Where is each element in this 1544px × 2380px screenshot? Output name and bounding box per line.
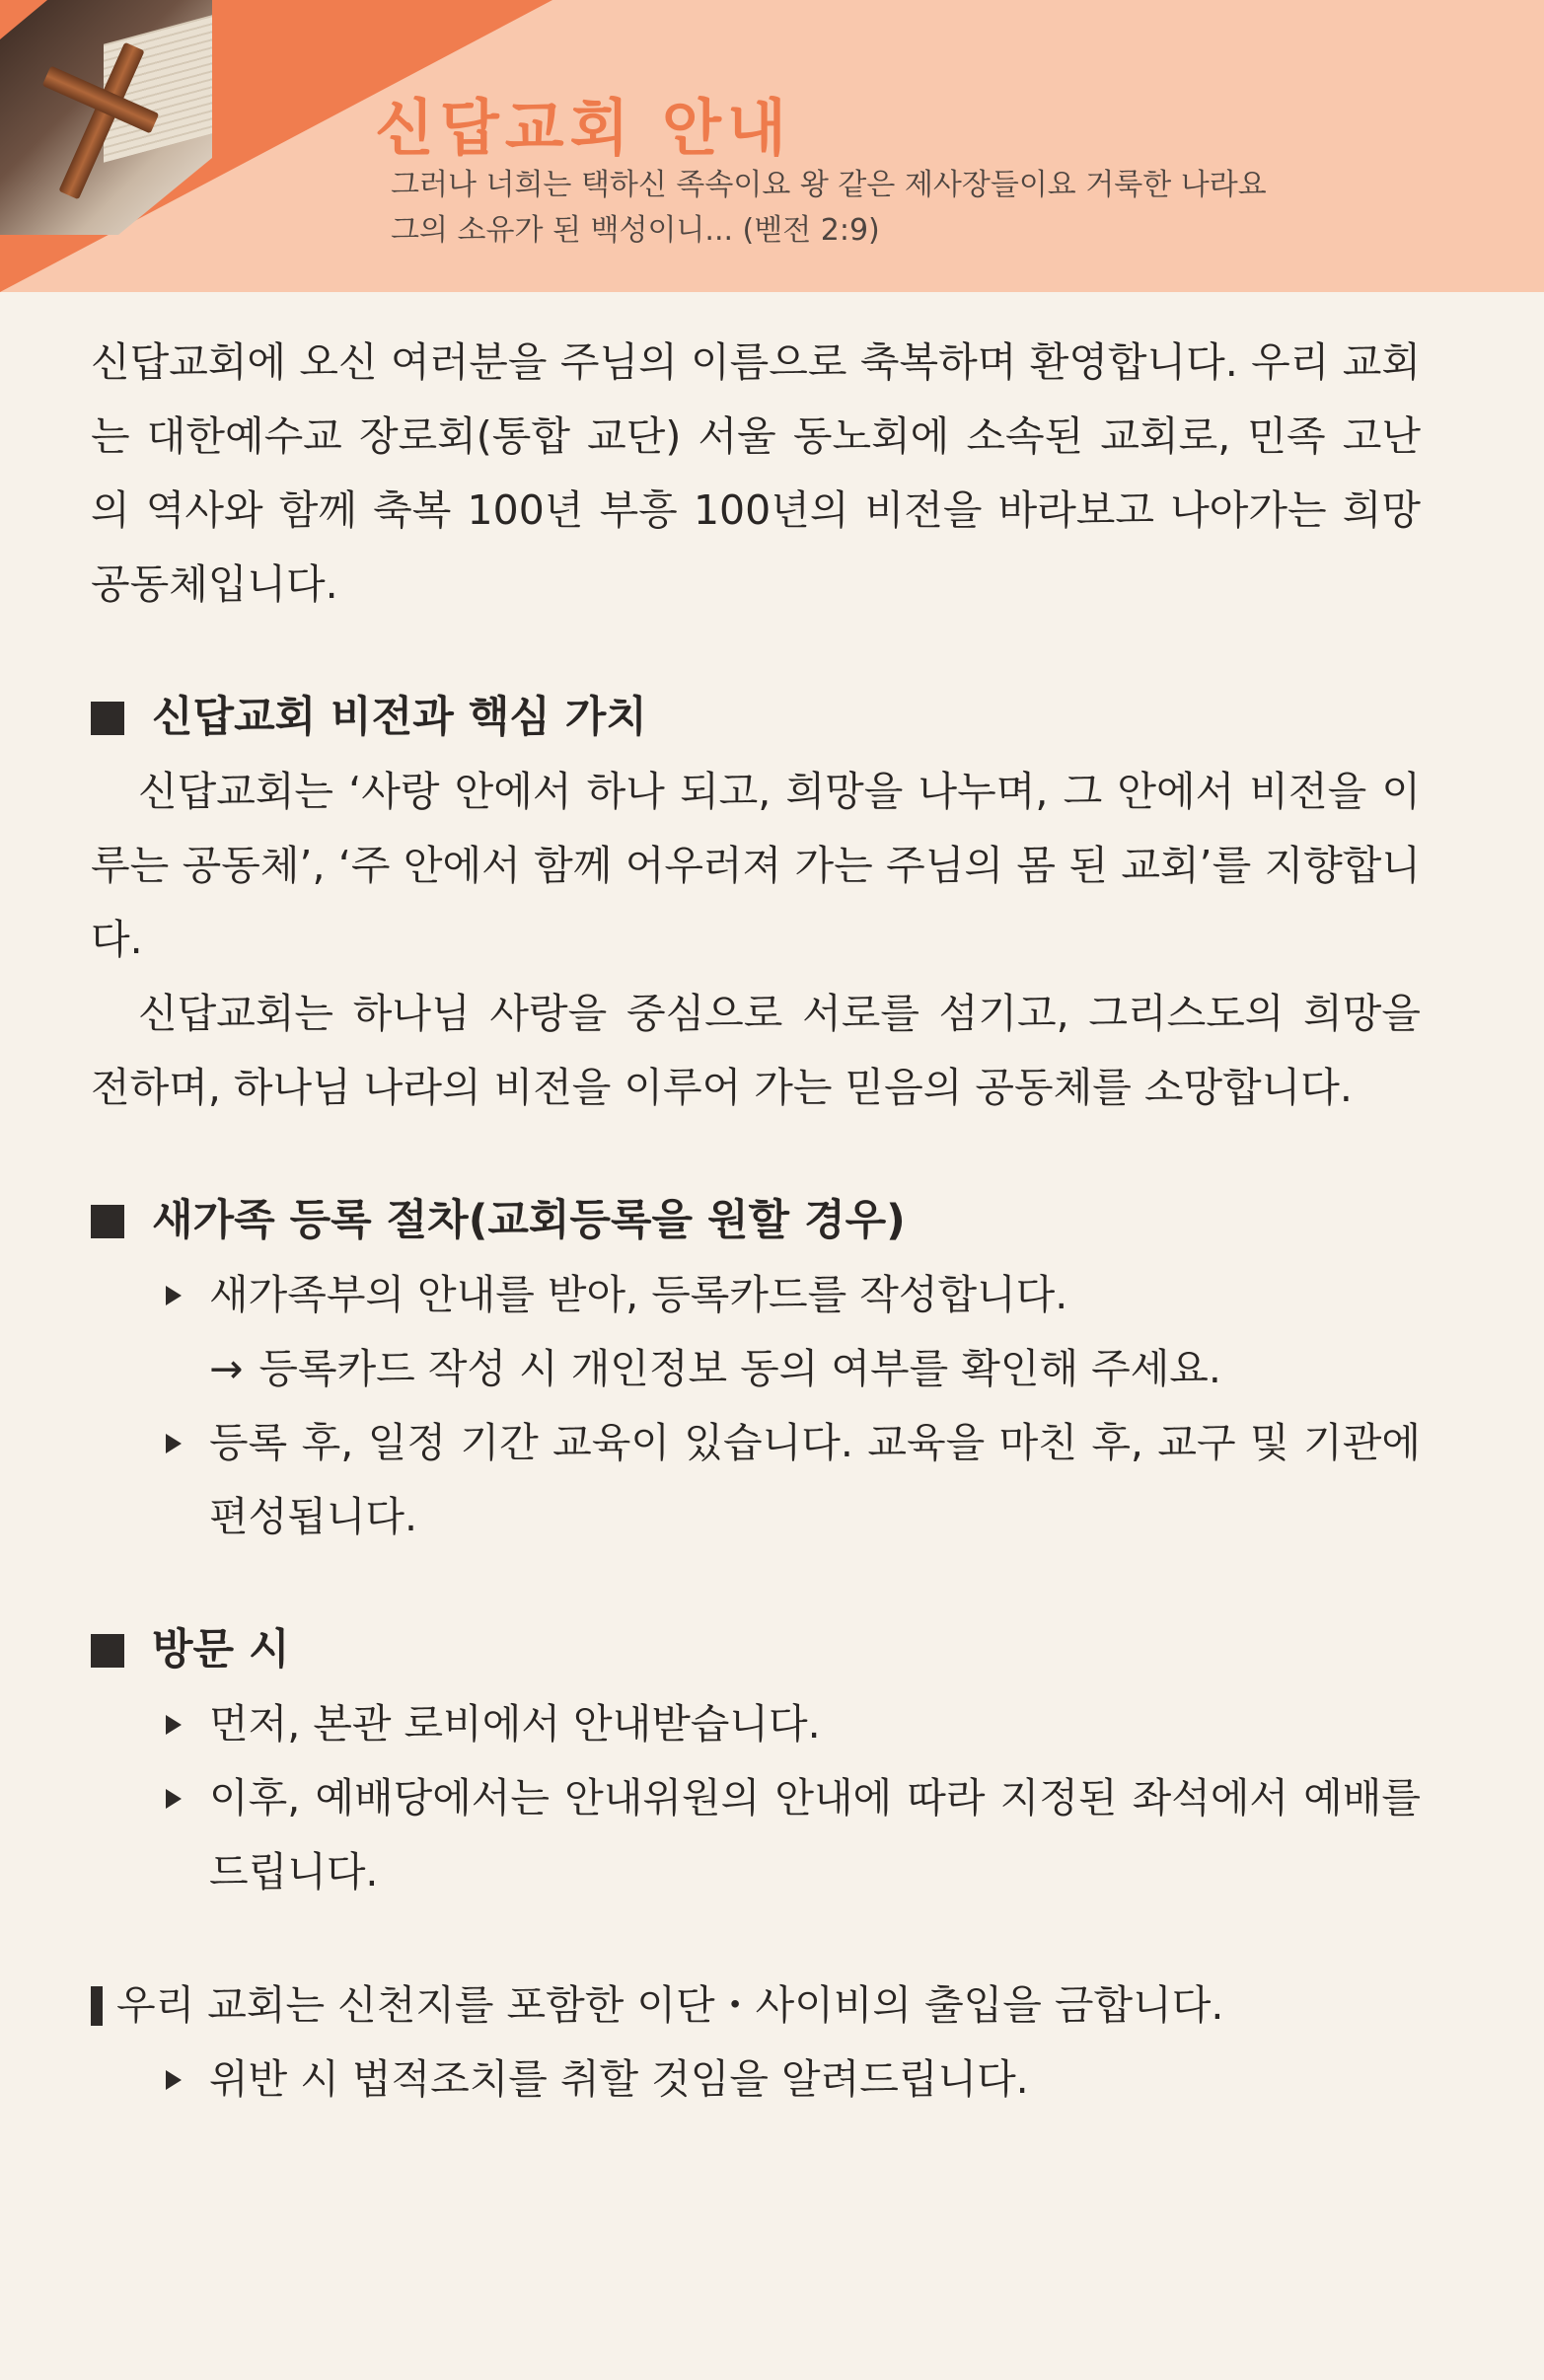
- list-item: 먼저, 본관 로비에서 안내받습니다.: [91, 1687, 1421, 1761]
- section-title: 방문 시: [152, 1625, 290, 1674]
- registration-note: → 등록카드 작성 시 개인정보 동의 여부를 확인해 주세요.: [209, 1345, 1221, 1392]
- bible-verse: [391, 163, 1476, 254]
- heresy-notice: [91, 1969, 1421, 2043]
- arrow-icon: →: [209, 1345, 244, 1392]
- square-bullet-icon: [91, 702, 124, 735]
- section-title: 새가족 등록 절차(교회등록을 원할 경우): [152, 1196, 906, 1245]
- main-content: [91, 326, 1421, 2117]
- square-bullet-icon: [91, 1634, 124, 1668]
- triangle-bullet-icon: [166, 1789, 182, 1809]
- triangle-bullet-icon: [166, 2070, 182, 2090]
- section-visit-heading: [91, 1613, 1421, 1687]
- section-vision-heading: [91, 681, 1421, 755]
- vision-paragraph-1: 신답교회는 ‘사랑 안에서 하나 되고, 희망을 나누며, 그 안에서 비전을 이루는 공동체’, ‘주 안에서 함께 어우러져 가는 주님의 몸 된 교회’를 지향합니다.: [91, 768, 1421, 963]
- triangle-bullet-icon: [166, 1715, 182, 1735]
- verse-line-2: 그의 소유가 된 백성이니... (벧전 2:9): [391, 213, 880, 248]
- square-bullet-icon: [91, 1205, 124, 1238]
- intro-paragraph: 신답교회에 오신 여러분을 주님의 이름으로 축복하며 환영합니다. 우리 교회는 대한예수교 장로회(통합 교단) 서울 동노회에 소속된 교회로, 민족 고난의 역사와 함께 축복 100년 부흥 100년의 비전을 바라보고 나아가는 희망 공동체입니다.: [91, 338, 1421, 608]
- notice-text: 우리 교회는 신천지를 포함한 이단・사이비의 출입을 금합니다.: [116, 1981, 1224, 2029]
- list-item: 등록 후, 일정 기간 교육이 있습니다. 교육을 마친 후, 교구 및 기관에 편성됩니다.: [91, 1406, 1421, 1554]
- list-item: 새가족부의 안내를 받아, 등록카드를 작성합니다.: [91, 1258, 1421, 1332]
- triangle-bullet-icon: [166, 1434, 182, 1453]
- page-title: 신답교회 안내: [375, 92, 792, 164]
- vision-paragraph-2: 신답교회는 하나님 사랑을 중심으로 서로를 섬기고, 그리스도의 희망을 전하며, 하나님 나라의 비전을 이루어 가는 믿음의 공동체를 소망합니다.: [91, 990, 1421, 1111]
- bar-bullet-icon: [91, 1986, 103, 2026]
- triangle-bullet-icon: [166, 1286, 182, 1305]
- section-title: 신답교회 비전과 핵심 가치: [152, 693, 647, 742]
- list-item: 위반 시 법적조치를 취할 것임을 알려드립니다.: [91, 2043, 1421, 2117]
- verse-line-1: 그러나 너희는 택하신 족속이요 왕 같은 제사장들이요 거룩한 나라요: [391, 168, 1267, 202]
- section-registration-heading: [91, 1184, 1421, 1258]
- list-item: 이후, 예배당에서는 안내위원의 안내에 따라 지정된 좌석에서 예배를 드립니다.: [91, 1761, 1421, 1909]
